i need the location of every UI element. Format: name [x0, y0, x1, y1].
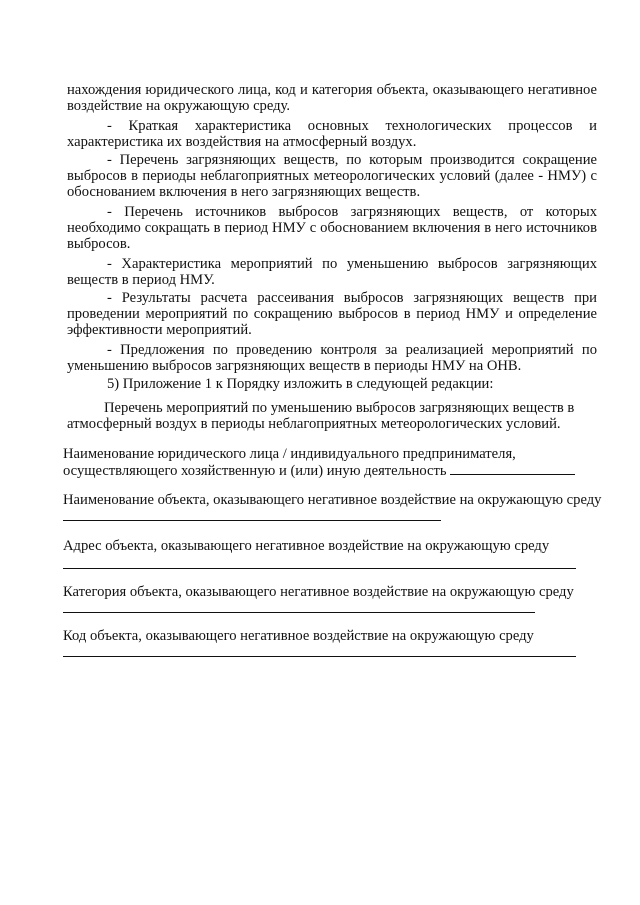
object-address-blank	[63, 568, 576, 569]
paragraph-processes: - Краткая характеристика основных технологических процессов и характеристика их воздействия на атмосферный воздух.	[67, 118, 597, 150]
field-label-object-address: Адрес объекта, оказывающего негативное воздействие на окружающую среду	[63, 538, 550, 554]
paragraph-appendix-1: 5) Приложение 1 к Порядку изложить в следующей редакции:	[107, 376, 494, 392]
paragraph-dispersion-results: - Результаты расчета рассеивания выбросов загрязняющих веществ при проведении мероприятий по сокращению выбросов в период НМУ и определение эффективности мероприятий.	[67, 290, 597, 338]
object-name-blank	[63, 508, 441, 521]
paragraph-sources-list: - Перечень источников выбросов загрязняющих веществ, от которых необходимо сокращать в период НМУ с обоснованием включения в него источников выбросов.	[67, 204, 597, 252]
field-label-object-category: Категория объекта, оказывающего негативное воздействие на окружающую среду	[63, 584, 603, 617]
paragraph-pollutants-list: - Перечень загрязняющих веществ, по которым производится сокращение выбросов в периоды неблагоприятных метеорологических условий (далее - НМУ) с обоснованием включения в него загрязняющих веществ.	[67, 152, 597, 200]
field-label-legal-entity: Наименование юридического лица / индивидуального предпринимателя, осуществляющего хозяйственную и (или) иную деятельность	[63, 446, 603, 479]
object-code-blank	[63, 656, 576, 657]
field-label-object-code: Код объекта, оказывающего негативное воздействие на окружающую среду	[63, 628, 534, 644]
object-category-blank	[63, 600, 535, 613]
paragraph-continuation: нахождения юридического лица, код и категория объекта, оказывающего негативное воздействие на окружающую среду.	[67, 82, 597, 114]
paragraph-measures: - Характеристика мероприятий по уменьшению выбросов загрязняющих веществ в период НМУ.	[67, 256, 597, 288]
field-label-object-name: Наименование объекта, оказывающего негативное воздействие на окружающую среду	[63, 492, 603, 525]
form-title: Перечень мероприятий по уменьшению выбросов загрязняющих веществ в атмосферный воздух в периоды неблагоприятных метеорологических условий.	[67, 400, 575, 432]
paragraph-control-proposals: - Предложения по проведению контроля за реализацией мероприятий по уменьшению выбросов загрязняющих веществ в периоды НМУ на ОНВ.	[67, 342, 597, 374]
legal-entity-blank	[450, 462, 575, 475]
